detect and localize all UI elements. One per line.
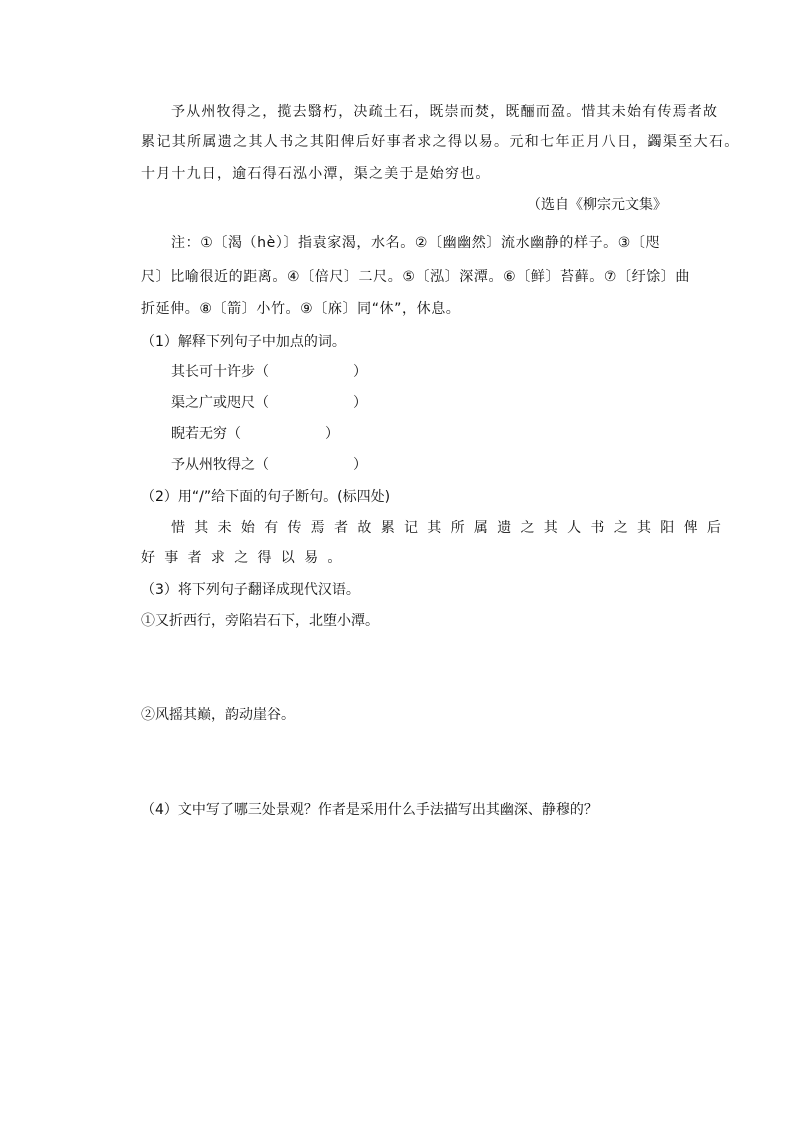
question-1-item-2: 渠之广或咫尺（ ）: [171, 395, 367, 411]
question-1-item-3: 睨若无穷（ ）: [171, 426, 339, 442]
notes-line-3: 折延伸。⑧〔箭〕小竹。⑨〔庥〕同“休”，休息。: [141, 301, 461, 317]
question-3-item-1: ①又折西行，旁陷岩石下，北堕小潭。: [141, 613, 379, 629]
notes-line-1: 注：①〔渴（hè）〕指袁家渴，水名。②〔幽幽然〕流水幽静的样子。③〔咫: [171, 235, 661, 251]
question-1-item-4: 予从州牧得之（ ）: [171, 457, 367, 473]
passage-line-1: 予从州牧得之，揽去翳朽，决疏土石，既崇而焚，既酾而盈。惜其未始有传焉者故: [171, 104, 719, 120]
question-2-sentence-line-1: 惜其未始有传焉者故累记其所属遗之其人书之其阳俾后: [171, 520, 731, 536]
question-2-sentence-line-2: 好事者求之得以易。: [141, 550, 351, 566]
source-citation: （选自《柳宗元文集》: [527, 197, 667, 213]
notes-line-2: 尺〕比喻很近的距离。④〔倍尺〕二尺。⑤〔泓〕深潭。⑥〔鲜〕苔藓。⑦〔纡馀〕曲: [141, 269, 691, 285]
question-1-heading: （1）解释下列句子中加点的词。: [141, 334, 346, 350]
question-2-heading: （2）用“/”给下面的句子断句。(标四处): [141, 489, 391, 505]
question-3-item-2: ②风摇其巅，韵动崖谷。: [141, 707, 295, 723]
passage-line-3: 十月十九日，逾石得石泓小潭，渠之美于是始穷也。: [141, 166, 491, 182]
question-4-heading: （4）文中写了哪三处景观？作者是采用什么手法描写出其幽深、静穆的？: [141, 802, 598, 818]
question-1-item-1: 其长可十许步（ ）: [171, 364, 367, 380]
question-3-heading: （3）将下列句子翻译成现代汉语。: [141, 582, 360, 598]
passage-line-2: 累记其所属遗之其人书之其阳俾后好事者求之得以易。元和七年正月八日，蠲渠至大石。: [141, 134, 740, 150]
